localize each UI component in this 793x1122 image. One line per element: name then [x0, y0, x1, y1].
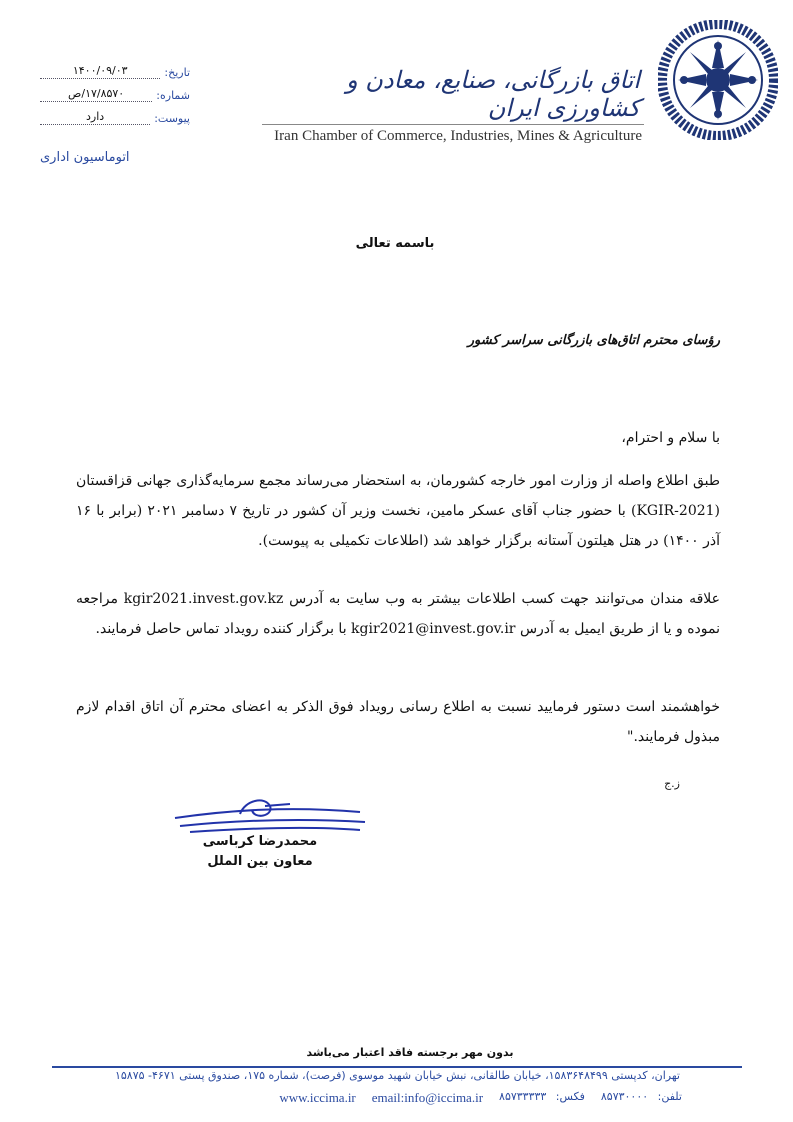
opening-invocation: باسمه تعالی — [355, 236, 435, 251]
stamp-validity-note: بدون مهر برجسته فاقد اعتبار می‌باشد — [306, 1046, 514, 1059]
header-divider — [262, 124, 644, 125]
phone-item — [601, 1090, 682, 1106]
footer-divider — [52, 1066, 742, 1068]
letter-meta — [40, 56, 190, 125]
number-label: شماره: — [156, 89, 190, 102]
date-value: ۱۴۰۰/۰۹/۰۳ — [40, 64, 160, 79]
office-automation-label: اتوماسیون اداری — [40, 150, 130, 165]
typist-initials: ز.ج — [664, 777, 680, 790]
signer-name: محمدرضا کرباسی — [202, 834, 318, 849]
fax-label: فکس: — [555, 1090, 585, 1103]
footer-email[interactable]: email:info@iccima.ir — [371, 1090, 484, 1105]
chamber-logo-icon — [658, 20, 778, 140]
org-name-fa: اتاق بازرگانی، صنایع، معادن و کشاورزی ایران — [346, 66, 640, 122]
fax-number: ۸۵۷۳۳۳۳۳ — [499, 1090, 547, 1103]
phone-label: تلفن: — [657, 1090, 682, 1103]
paragraph-2: علاقه مندان می‌توانند جهت کسب اطلاعات بیشتر به وب سایت به آدرس kgir2021.invest.gov.kz مراجعه نموده و یا از طریق ایمیل به آدرس kgir2021@invest.gov.ir با برگزار کننده رویداد تماس حاصل فرمایند. — [76, 591, 720, 637]
fax-item — [499, 1090, 585, 1106]
signer-block — [180, 832, 340, 872]
number-value: ۱۷/۸۵۷۰/ص — [40, 87, 152, 102]
paragraph-1: طبق اطلاع واصله از وزارت امور خارجه کشورمان، به استحضار می‌رساند مجمع سرمایه‌گذاری جهانی قزاقستان (KGIR-2021) با حضور جناب آقای عسکر مامین، نخست وزیر آن کشور در تاریخ ۷ دسامبر ۲۰۲۱ (برابر با ۱۶ آذر ۱۴۰۰) در هتل هیلتون آستانه برگزار خواهد شد (اطلاعات تکمیلی به پیوست). — [76, 473, 721, 549]
signer-title: معاون بین الملل — [207, 854, 313, 869]
paragraph-3: خواهشمند است دستور فرمایید نسبت به اطلاع رسانی رویداد فوق الذکر به اعضای محترم آن اتاق اقدام لازم مبذول فرمایند." — [76, 699, 720, 745]
footer-website[interactable]: www.iccima.ir — [279, 1090, 356, 1105]
footer-address: تهران، کدپستی ۱۵۸۳۶۴۸۴۹۹، خیابان طالقانی، نبش خیابان شهید موسوی (فرصت)، شماره ۱۷۵، صندوق پستی ۴۶۷۱- ۱۵۸۷۵ — [114, 1069, 680, 1082]
attachment-value: دارد — [40, 110, 150, 125]
recipient-line: رؤسای محترم اتاق‌های بازرگانی سراسر کشور — [467, 333, 720, 348]
phone-number: ۸۵۷۳۰۰۰۰ — [600, 1090, 649, 1103]
number-row — [40, 79, 190, 102]
org-name-en: Iran Chamber of Commerce, Industries, Mines & Agriculture — [274, 128, 642, 144]
footer-contacts — [170, 1090, 682, 1106]
attachment-label: پیوست: — [154, 112, 190, 125]
greeting: با سلام و احترام، — [621, 430, 720, 446]
date-row — [40, 56, 190, 79]
attachment-row — [40, 102, 190, 125]
date-label: تاریخ: — [164, 66, 190, 79]
